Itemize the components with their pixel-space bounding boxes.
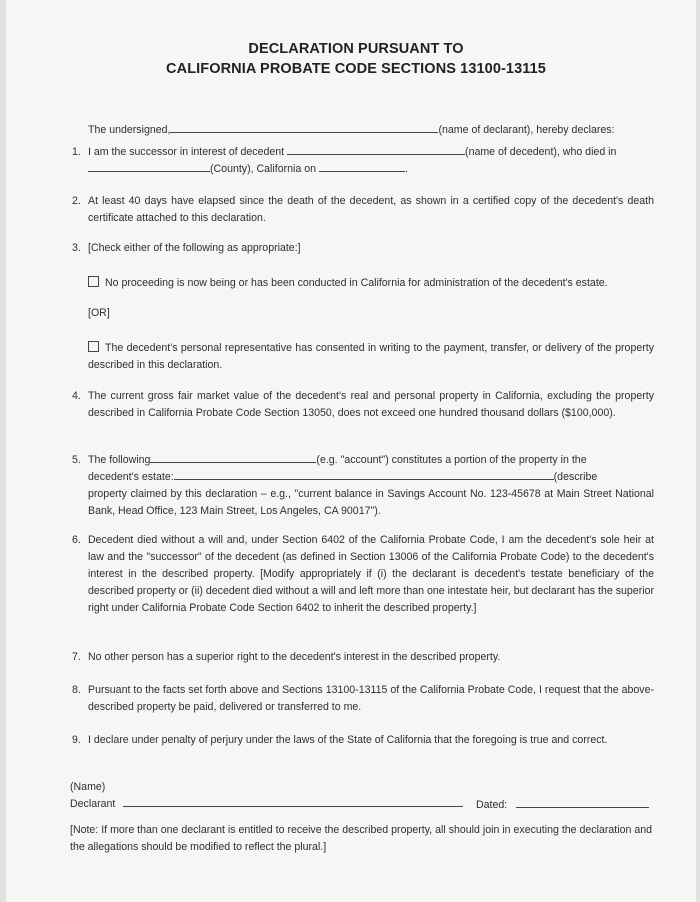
- option-2-text: The decedent's personal representative has consented in writing to the payment, transfer, or delivery of the property described in this declaration.: [88, 342, 654, 371]
- item-number-1: 1.: [72, 146, 81, 158]
- item-number-7: 7.: [72, 651, 81, 663]
- item-1: I am the successor in interest of decedent (name of decedent), who died in (County), California on .: [88, 146, 617, 175]
- item-number-2: 2.: [72, 195, 81, 207]
- item-number-3: 3.: [72, 242, 81, 254]
- representative-consent-checkbox[interactable]: [88, 341, 99, 352]
- item-5-text-c: decedent's estate:: [88, 471, 174, 483]
- property-description-blank[interactable]: [174, 469, 554, 480]
- item-1-text-a: I am the successor in interest of decedent: [88, 146, 285, 158]
- item-number-4: 4.: [72, 390, 81, 402]
- declarant-signature-line[interactable]: [123, 796, 463, 807]
- option-1-text: No proceeding is now being or has been conducted in California for administration of the decedent's estate.: [105, 277, 608, 289]
- no-proceeding-checkbox[interactable]: [88, 276, 99, 287]
- item-number-5: 5.: [72, 454, 81, 466]
- county-blank[interactable]: [88, 161, 210, 172]
- intro-text-b: (name of declarant), hereby declares:: [438, 124, 615, 136]
- item-number-6: 6.: [72, 534, 81, 546]
- item-3-option-2: [88, 340, 654, 374]
- item-5-text-a: The following: [88, 454, 151, 466]
- item-5-text-b: (e.g. "account") constitutes a portion of the property in the: [316, 454, 587, 466]
- declarant-name-blank[interactable]: [170, 122, 438, 133]
- item-1-text-c: (County), California on: [210, 163, 316, 175]
- item-5-text-e: property claimed by this declaration – e.g., "current balance in Savings Account No. 123-45678 at Main Street National Bank, Head Office, 123 Main Street, Los Angeles, CA 90017").: [88, 488, 654, 517]
- item-number-8: 8.: [72, 684, 81, 696]
- declarant-label: Declarant: [70, 798, 116, 810]
- item-3: [Check either of the following as appropriate:]: [88, 242, 301, 254]
- item-3-option-1: [88, 275, 658, 292]
- decedent-name-blank[interactable]: [287, 144, 465, 155]
- item-1-text-b: (name of decedent), who died in: [465, 146, 617, 158]
- item-6: Decedent died without a will and, under Section 6402 of the California Probate Code, I am the decedent's sole heir at law and the "successor" of the decedent (as defined in Section 13006 of the California Probate Code) to the decedent's interest in the described property. [Modify appropriately if (i) the declarant is decedent's testate beneficiary of the described property or (ii) decedent died without a will and left more than one intestate heir, but declarant has the superior right under California Probate Code Section 6402 to inherit the described property.]: [88, 534, 654, 614]
- item-5-text-d: (describe: [553, 471, 598, 483]
- item-5: [88, 452, 654, 520]
- plural-note: [Note: If more than one declarant is entitled to receive the described property, all should join in executing the declaration and the allegations should be modified to reflect the plural.]: [70, 824, 652, 853]
- item-4: The current gross fair market value of the decedent's real and personal property in California, excluding the property described in California Probate Code Section 13050, does not exceed one hundred thousand dollars ($100,000).: [88, 390, 654, 419]
- death-date-blank[interactable]: [319, 161, 405, 172]
- item-9: I declare under penalty of perjury under the laws of the State of California that the foregoing is true and correct.: [88, 734, 608, 746]
- item-7: No other person has a superior right to the decedent's interest in the described property.: [88, 651, 501, 663]
- document-title-line2: CALIFORNIA PROBATE CODE SECTIONS 13100-13115: [166, 61, 546, 77]
- dated-label: Dated:: [476, 799, 508, 811]
- item-5-line-2: [88, 469, 654, 486]
- intro-line: [88, 122, 648, 139]
- item-2: At least 40 days have elapsed since the death of the decedent, as shown in a certified copy of the decedent's death certificate attached to this declaration.: [88, 195, 654, 224]
- name-label: (Name): [70, 781, 106, 793]
- property-type-blank[interactable]: [150, 452, 316, 463]
- item-number-9: 9.: [72, 734, 81, 746]
- item-8: Pursuant to the facts set forth above and Sections 13100-13115 of the California Probate Code, I request that the above-described property be paid, delivered or transferred to me.: [88, 684, 654, 713]
- item-5-line-1: [88, 452, 654, 469]
- item-3-or: [OR]: [88, 307, 110, 319]
- date-line[interactable]: [516, 797, 649, 808]
- intro-text-a: The undersigned,: [88, 124, 171, 136]
- document-title-line1: DECLARATION PURSUANT TO: [248, 41, 464, 57]
